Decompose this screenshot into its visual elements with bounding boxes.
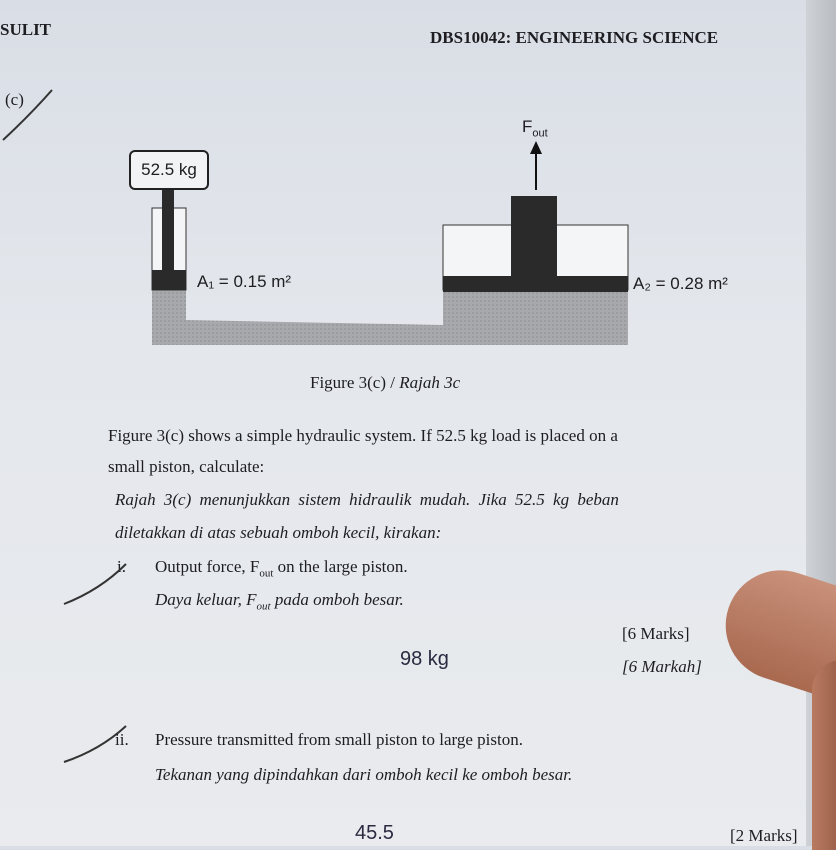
part-i-answer: 98 kg	[400, 648, 449, 670]
large-piston-rod	[511, 196, 557, 280]
part-ii-marks-en: [2 Marks]	[730, 826, 798, 845]
fluid	[152, 290, 628, 345]
figure-caption: Figure 3(c) / Rajah 3c	[310, 373, 461, 392]
mass-label-box: 52.5 kg	[129, 150, 209, 190]
arrow-head-icon	[530, 141, 542, 154]
header-sulit: SULIT	[0, 20, 52, 39]
part-ii-answer: 45.5	[355, 822, 394, 844]
intro-en-2: small piston, calculate:	[108, 457, 265, 476]
intro-ms-2: diletakkan di atas sebuah omboh kecil, kirakan:	[115, 523, 442, 542]
hand	[812, 660, 836, 850]
tick-mark	[60, 560, 130, 610]
a1-label: A₁ = 0.15 m²	[197, 272, 292, 291]
course-title: DBS10042: ENGINEERING SCIENCE	[430, 28, 719, 47]
part-i-marks-ms: [6 Markah]	[622, 657, 702, 676]
part-i-marks-en: [6 Marks]	[622, 624, 690, 643]
intro-en-1: Figure 3(c) shows a simple hydraulic system. If 52.5 kg load is placed on a	[108, 426, 618, 445]
part-ii-ms: Tekanan yang dipindahkan dari omboh kecil ke omboh besar.	[155, 765, 573, 784]
intro-ms-1: Rajah 3(c) menunjukkan sistem hidraulik mudah. Jika 52.5 kg beban	[115, 490, 619, 509]
part-i-number: i.	[117, 557, 126, 576]
fout-label: $F_{out}$	[522, 117, 548, 140]
question-label: (c)	[5, 90, 24, 109]
hydraulic-diagram	[0, 0, 836, 360]
part-ii-en: Pressure transmitted from small piston to large piston.	[155, 730, 523, 749]
part-i-ms: Daya keluar, $F_{out}$ pada omboh besar.	[155, 590, 404, 613]
small-piston-rod	[162, 185, 174, 273]
a2-label: A₂ = 0.28 m²	[633, 274, 728, 293]
part-ii-number: ii.	[115, 730, 129, 749]
part-i-en: Output force, $F_{out}$ on the large piston.	[155, 557, 408, 580]
